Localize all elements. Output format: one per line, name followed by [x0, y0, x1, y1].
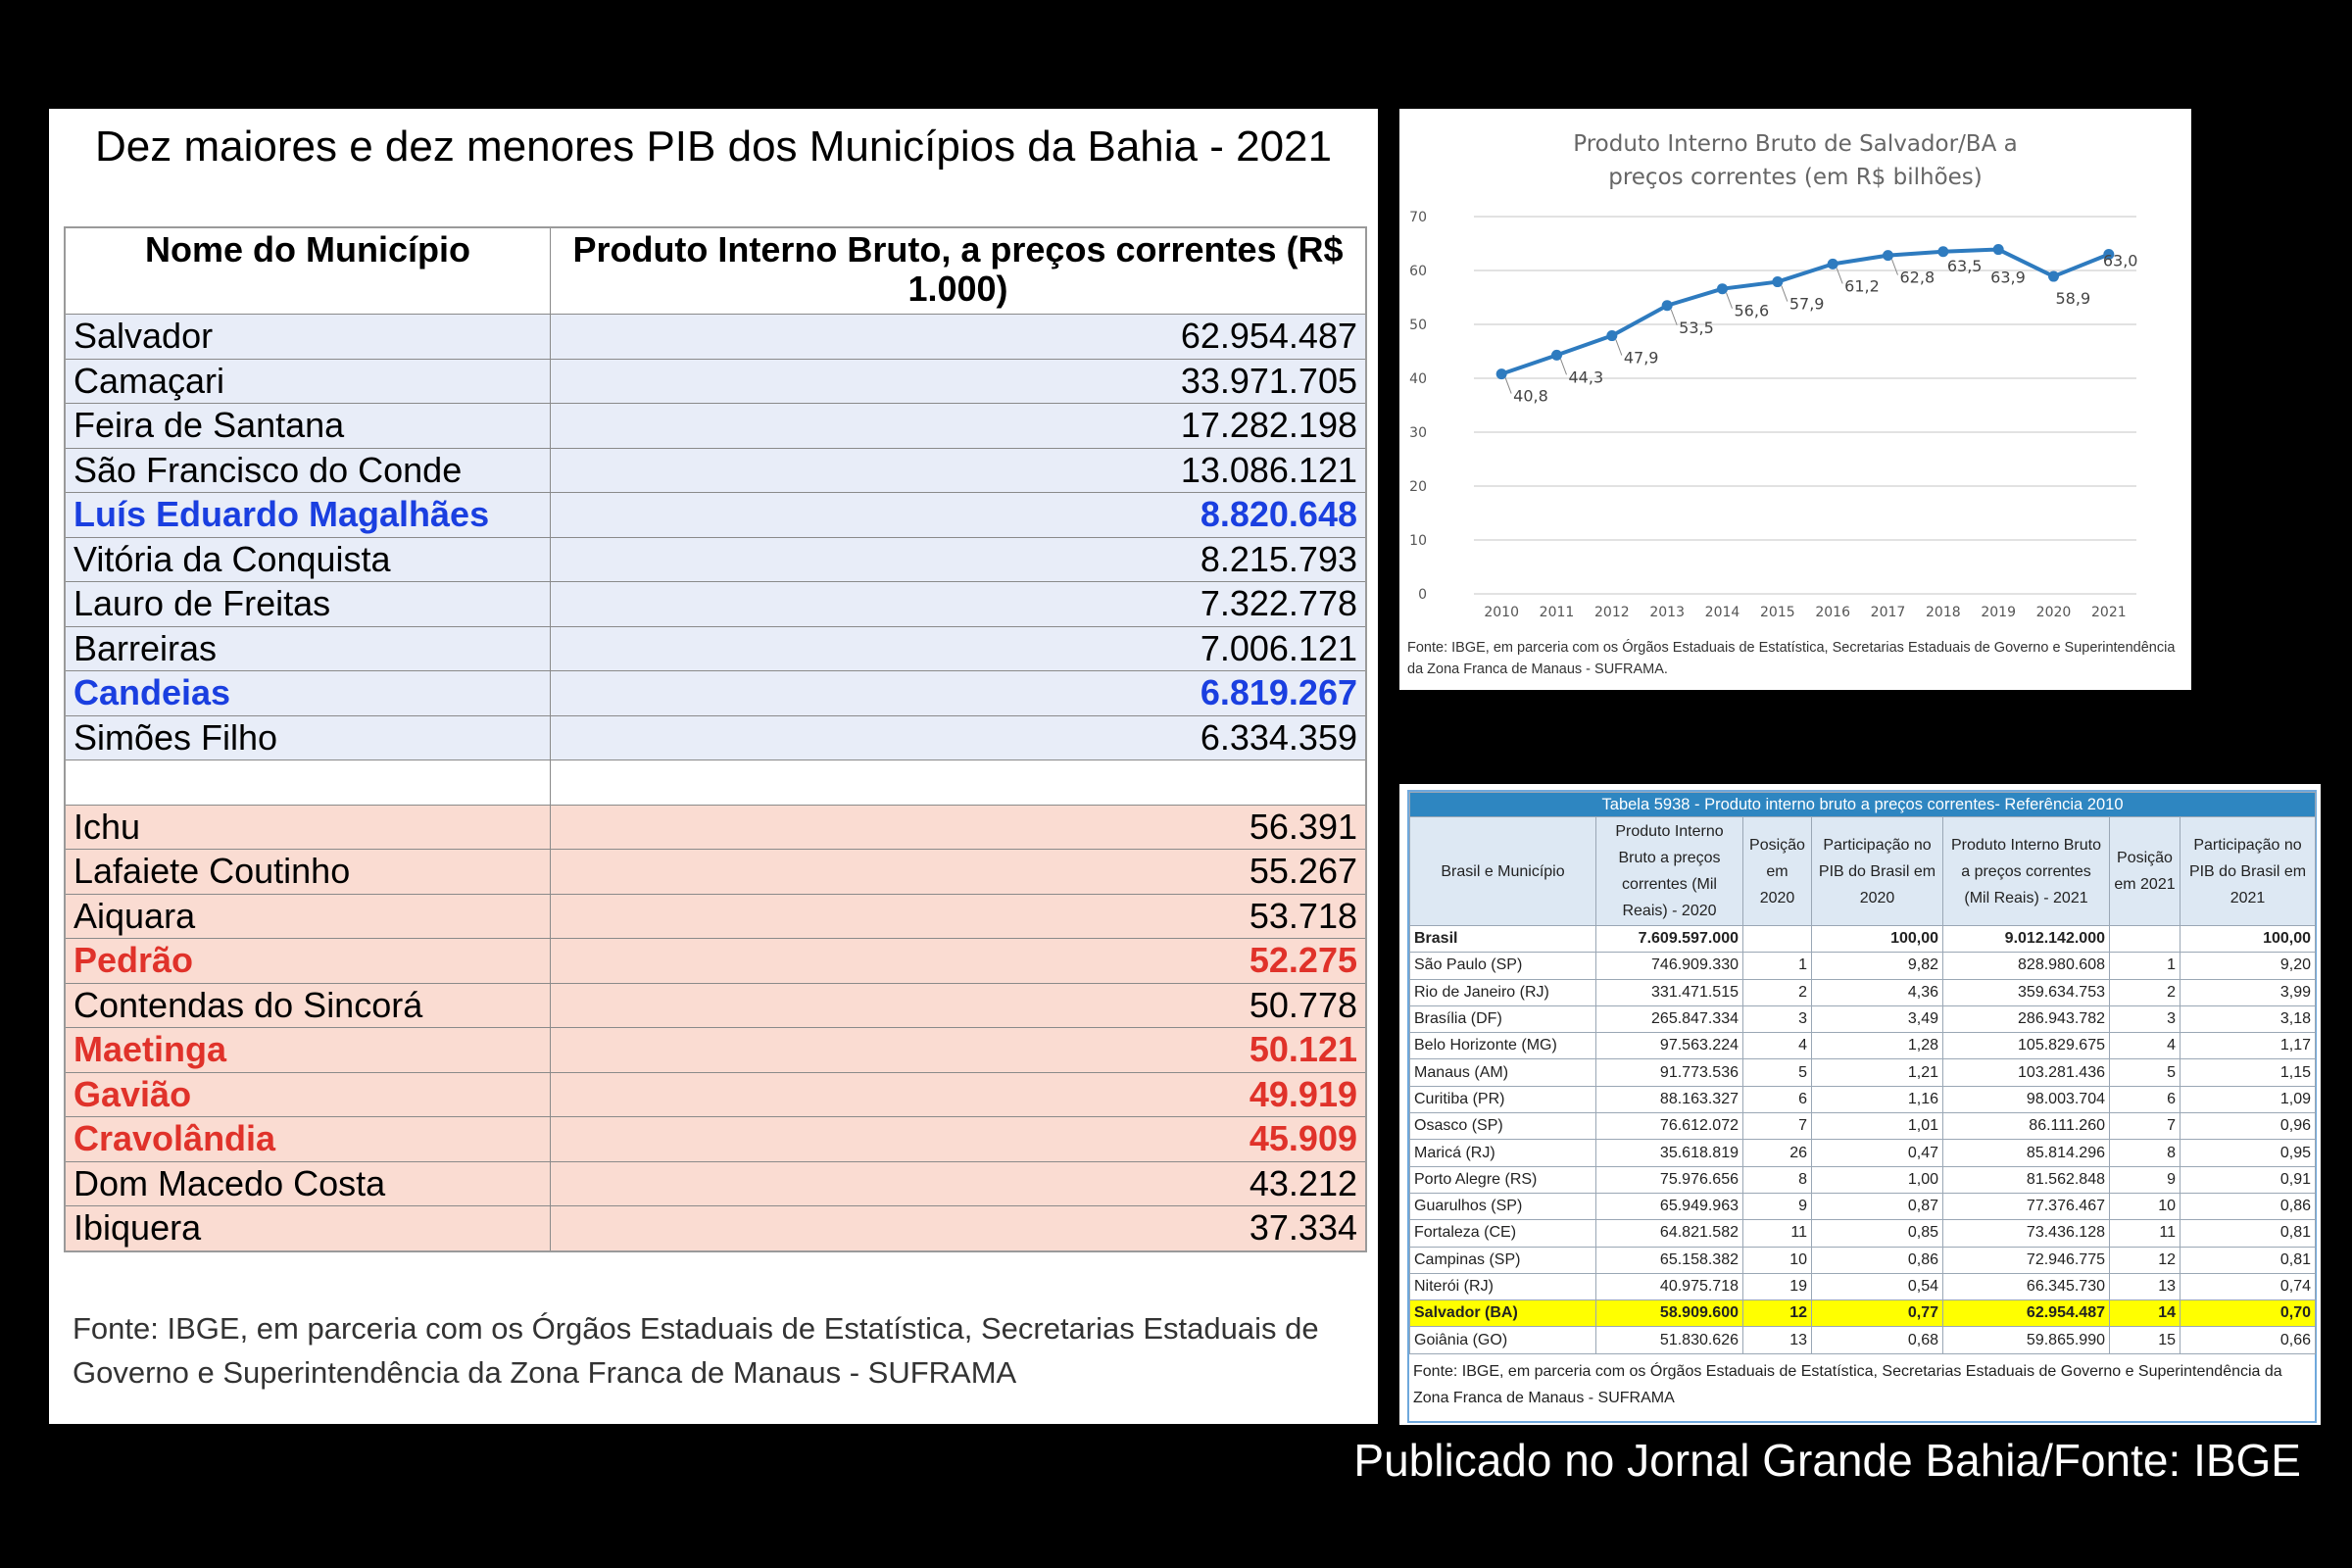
data-point: [1937, 246, 1948, 257]
x-tick-label: 2011: [1539, 605, 1575, 620]
ibge-value-cell: 7: [1743, 1113, 1812, 1140]
data-label-leader: [1561, 359, 1567, 374]
ibge-value-cell: 3,99: [2180, 979, 2316, 1005]
municipio-name: Contendas do Sincorá: [65, 983, 551, 1028]
municipio-name: Luís Eduardo Magalhães: [65, 493, 551, 538]
chart-source-note: Fonte: IBGE, em parceria com os Órgãos Estaduais de Estatística, Secretarias Estaduais de Governo e Superintendência da Zona Franca de Manaus - SUFRAMA.: [1407, 640, 2176, 677]
ibge-value-cell: 11: [1743, 1220, 1812, 1247]
ibge-value-cell: 4: [1743, 1033, 1812, 1059]
ibge-value-cell: 3: [2110, 1005, 2180, 1032]
ibge-location-name: Guarulhos (SP): [1410, 1193, 1596, 1219]
ibge-col-header: Produto Interno Bruto a preços correntes (Mil Reais) - 2020: [1596, 817, 1743, 926]
salvador-pib-chart-panel: [1399, 109, 2191, 690]
ibge-value-cell: 1: [2110, 953, 2180, 979]
ibge-value-cell: 8: [2110, 1140, 2180, 1166]
data-label: 47,9: [1623, 348, 1659, 368]
ibge-value-cell: 64.821.582: [1596, 1220, 1743, 1247]
ibge-value-cell: 8: [1743, 1166, 1812, 1193]
ibge-table-row: [1410, 1193, 2316, 1219]
ibge-table-row: [1410, 1220, 2316, 1247]
ibge-table-row: [1410, 953, 2316, 979]
table-row: [65, 1117, 1366, 1162]
y-tick-label: 0: [1418, 587, 1427, 603]
data-point: [1828, 259, 1838, 270]
ibge-value-cell: 9,82: [1812, 953, 1943, 979]
table-title: Dez maiores e dez menores PIB dos Municípios da Bahia - 2021: [95, 122, 1332, 171]
empty-cell: [551, 760, 1367, 806]
table-row: [65, 894, 1366, 939]
y-tick-label: 10: [1409, 533, 1427, 549]
ibge-table-row: [1410, 926, 2316, 953]
ibge-value-cell: 11: [2110, 1220, 2180, 1247]
col-header-municipio: Nome do Município: [65, 227, 551, 315]
ibge-table-frame: [1407, 790, 2317, 1423]
municipio-name: Lauro de Freitas: [65, 582, 551, 627]
ibge-value-cell: 35.618.819: [1596, 1140, 1743, 1166]
ibge-table-panel: [1399, 784, 2321, 1425]
x-tick-label: 2017: [1870, 605, 1906, 620]
ibge-value-cell: 0,96: [2180, 1113, 2316, 1140]
y-tick-label: 20: [1409, 479, 1427, 495]
ibge-value-cell: 0,87: [1812, 1193, 1943, 1219]
ibge-value-cell: 9,20: [2180, 953, 2316, 979]
municipio-name: Cravolândia: [65, 1117, 551, 1162]
ibge-value-cell: [2110, 926, 2180, 953]
data-label-leader: [1616, 340, 1622, 356]
ibge-value-cell: 76.612.072: [1596, 1113, 1743, 1140]
ibge-value-cell: 0,81: [2180, 1220, 2316, 1247]
ibge-value-cell: 12: [1743, 1300, 1812, 1327]
ibge-value-cell: 1,17: [2180, 1033, 2316, 1059]
table-row: [65, 1206, 1366, 1251]
salvador-pib-line-chart: [1399, 109, 2191, 638]
ibge-value-cell: 0,81: [2180, 1247, 2316, 1273]
x-tick-label: 2014: [1704, 605, 1740, 620]
municipio-name: Ibiquera: [65, 1206, 551, 1251]
data-label: 62,8: [1899, 268, 1936, 287]
ibge-value-cell: 1,01: [1812, 1113, 1943, 1140]
municipio-name: Dom Macedo Costa: [65, 1161, 551, 1206]
data-label: 63,9: [1990, 268, 2026, 287]
table-row: [65, 1028, 1366, 1073]
ibge-value-cell: 1,15: [2180, 1059, 2316, 1086]
data-label: 63,5: [1946, 256, 1983, 275]
ibge-location-name: Osasco (SP): [1410, 1113, 1596, 1140]
ibge-value-cell: 0,91: [2180, 1166, 2316, 1193]
ibge-value-cell: 1,16: [1812, 1086, 1943, 1112]
ibge-value-cell: 286.943.782: [1943, 1005, 2110, 1032]
ibge-table-row: [1410, 1005, 2316, 1032]
ibge-value-cell: 0,68: [1812, 1327, 1943, 1353]
pib-value: 8.215.793: [551, 537, 1367, 582]
table-row: [65, 850, 1366, 895]
ibge-location-name: Goiânia (GO): [1410, 1327, 1596, 1353]
ibge-value-cell: 75.976.656: [1596, 1166, 1743, 1193]
ibge-value-cell: 7: [2110, 1113, 2180, 1140]
data-label-leader: [1727, 293, 1733, 309]
table-row: [65, 359, 1366, 404]
ibge-location-name: Porto Alegre (RS): [1410, 1166, 1596, 1193]
municipio-name: Gavião: [65, 1072, 551, 1117]
ibge-value-cell: 13: [2110, 1273, 2180, 1299]
ibge-value-cell: 3,18: [2180, 1005, 2316, 1032]
ibge-value-cell: 0,85: [1812, 1220, 1943, 1247]
ibge-value-cell: 86.111.260: [1943, 1113, 2110, 1140]
ibge-table-row: [1410, 1247, 2316, 1273]
ibge-col-header: Brasil e Município: [1410, 817, 1596, 926]
ibge-value-cell: 14: [2110, 1300, 2180, 1327]
municipio-name: Maetinga: [65, 1028, 551, 1073]
ibge-table-row: [1410, 1166, 2316, 1193]
municipio-name: Ichu: [65, 805, 551, 850]
pib-value: 56.391: [551, 805, 1367, 850]
municipio-name: São Francisco do Conde: [65, 448, 551, 493]
table-row: [65, 626, 1366, 671]
ibge-value-cell: 19: [1743, 1273, 1812, 1299]
ibge-value-cell: 40.975.718: [1596, 1273, 1743, 1299]
separator-row: [65, 760, 1366, 806]
ibge-value-cell: 9: [2110, 1166, 2180, 1193]
data-label: 44,3: [1568, 368, 1604, 387]
ibge-value-cell: 3,49: [1812, 1005, 1943, 1032]
ibge-header-row: [1410, 817, 2316, 926]
data-point: [1551, 350, 1562, 361]
pib-value: 43.212: [551, 1161, 1367, 1206]
empty-cell: [65, 760, 551, 806]
y-tick-label: 40: [1409, 371, 1427, 387]
publication-caption: Publicado no Jornal Grande Bahia/Fonte: IBGE: [1353, 1435, 2301, 1486]
municipio-name: Salvador: [65, 315, 551, 360]
ibge-value-cell: 1,09: [2180, 1086, 2316, 1112]
pib-value: 17.282.198: [551, 404, 1367, 449]
ibge-value-cell: 0,70: [2180, 1300, 2316, 1327]
table-row: [65, 805, 1366, 850]
ibge-value-cell: 81.562.848: [1943, 1166, 2110, 1193]
ibge-value-cell: 1,00: [1812, 1166, 1943, 1193]
ibge-location-name: Maricá (RJ): [1410, 1140, 1596, 1166]
x-tick-label: 2015: [1760, 605, 1795, 620]
ibge-table-row: [1410, 1059, 2316, 1086]
table-row: [65, 715, 1366, 760]
ibge-value-cell: 1,21: [1812, 1059, 1943, 1086]
ibge-value-cell: 88.163.327: [1596, 1086, 1743, 1112]
data-label: 40,8: [1513, 386, 1548, 406]
municipio-name: Feira de Santana: [65, 404, 551, 449]
ibge-value-cell: 105.829.675: [1943, 1033, 2110, 1059]
data-label: 53,5: [1679, 318, 1714, 337]
table-row: [65, 1072, 1366, 1117]
ibge-value-cell: 4: [2110, 1033, 2180, 1059]
y-tick-label: 50: [1409, 318, 1427, 333]
ibge-value-cell: 265.847.334: [1596, 1005, 1743, 1032]
table-row: [65, 537, 1366, 582]
municipios-pib-table-panel: [49, 109, 1378, 1424]
x-tick-label: 2016: [1815, 605, 1850, 620]
ibge-value-cell: 13: [1743, 1327, 1812, 1353]
data-label: 58,9: [2055, 289, 2091, 309]
ibge-value-cell: 3: [1743, 1005, 1812, 1032]
x-tick-label: 2020: [2035, 605, 2072, 620]
table-row: [65, 939, 1366, 984]
municipio-name: Simões Filho: [65, 715, 551, 760]
data-point: [1496, 368, 1507, 379]
ibge-value-cell: 2: [2110, 979, 2180, 1005]
ibge-table-row: [1410, 1033, 2316, 1059]
table-row: [65, 1161, 1366, 1206]
ibge-location-name: Salvador (BA): [1410, 1300, 1596, 1327]
table-row: [65, 983, 1366, 1028]
table-row: [65, 448, 1366, 493]
ibge-value-cell: 85.814.296: [1943, 1140, 2110, 1166]
x-tick-label: 2010: [1484, 605, 1519, 620]
ibge-value-cell: 331.471.515: [1596, 979, 1743, 1005]
pib-value: 53.718: [551, 894, 1367, 939]
ibge-value-cell: 1: [1743, 953, 1812, 979]
pib-value: 37.334: [551, 1206, 1367, 1251]
ibge-value-cell: 65.949.963: [1596, 1193, 1743, 1219]
ibge-pib-table: [1409, 792, 2316, 1354]
municipio-name: Aiquara: [65, 894, 551, 939]
pib-value: 33.971.705: [551, 359, 1367, 404]
ibge-location-name: Belo Horizonte (MG): [1410, 1033, 1596, 1059]
municipio-name: Camaçari: [65, 359, 551, 404]
pib-value: 50.778: [551, 983, 1367, 1028]
ibge-value-cell: 0,74: [2180, 1273, 2316, 1299]
ibge-value-cell: 65.158.382: [1596, 1247, 1743, 1273]
x-tick-label: 2012: [1594, 605, 1630, 620]
ibge-table-row: [1410, 1327, 2316, 1353]
ibge-value-cell: 0,95: [2180, 1140, 2316, 1166]
ibge-value-cell: 9: [1743, 1193, 1812, 1219]
y-tick-label: 60: [1409, 264, 1427, 279]
ibge-value-cell: 359.634.753: [1943, 979, 2110, 1005]
col-header-pib: Produto Interno Bruto, a preços correntes (R$ 1.000): [551, 227, 1367, 315]
chart-title-line-1: Produto Interno Bruto de Salvador/BA a: [1573, 131, 2018, 157]
pib-value: 55.267: [551, 850, 1367, 895]
data-point: [1606, 330, 1617, 341]
ibge-table-row: [1410, 979, 2316, 1005]
ibge-value-cell: 58.909.600: [1596, 1300, 1743, 1327]
ibge-value-cell: 0,54: [1812, 1273, 1943, 1299]
y-tick-label: 70: [1409, 210, 1427, 225]
ibge-location-name: Manaus (AM): [1410, 1059, 1596, 1086]
ibge-location-name: Fortaleza (CE): [1410, 1220, 1596, 1247]
chart-title-line-2: preços correntes (em R$ bilhões): [1608, 165, 1983, 190]
ibge-value-cell: 0,86: [2180, 1193, 2316, 1219]
ibge-table-caption: Tabela 5938 - Produto interno bruto a preços correntes- Referência 2010: [1410, 793, 2316, 817]
ibge-col-header: Posição em 2021: [2110, 817, 2180, 926]
ibge-location-name: Curitiba (PR): [1410, 1086, 1596, 1112]
ibge-value-cell: 6: [1743, 1086, 1812, 1112]
ibge-value-cell: 1,28: [1812, 1033, 1943, 1059]
data-point: [2048, 271, 2059, 282]
data-label-leader: [1505, 378, 1511, 394]
ibge-value-cell: 103.281.436: [1943, 1059, 2110, 1086]
table-row: [65, 671, 1366, 716]
data-point: [1883, 250, 1893, 261]
ibge-value-cell: 10: [1743, 1247, 1812, 1273]
pib-value: 50.121: [551, 1028, 1367, 1073]
ibge-value-cell: 91.773.536: [1596, 1059, 1743, 1086]
x-tick-label: 2013: [1649, 605, 1685, 620]
ibge-value-cell: 72.946.775: [1943, 1247, 2110, 1273]
pib-value: 6.819.267: [551, 671, 1367, 716]
ibge-location-name: Rio de Janeiro (RJ): [1410, 979, 1596, 1005]
data-point: [1993, 244, 2004, 255]
table-header-row: [65, 227, 1366, 315]
municipio-name: Vitória da Conquista: [65, 537, 551, 582]
ibge-value-cell: 2: [1743, 979, 1812, 1005]
ibge-table-row: [1410, 1113, 2316, 1140]
pib-value: 45.909: [551, 1117, 1367, 1162]
ibge-value-cell: 0,77: [1812, 1300, 1943, 1327]
ibge-value-cell: 62.954.487: [1943, 1300, 2110, 1327]
data-point: [1662, 300, 1673, 311]
ibge-value-cell: 100,00: [2180, 926, 2316, 953]
municipio-name: Pedrão: [65, 939, 551, 984]
ibge-value-cell: 5: [2110, 1059, 2180, 1086]
ibge-table-caption-row: [1410, 793, 2316, 817]
ibge-table-source-note: Fonte: IBGE, em parceria com os Órgãos Estaduais de Estatística, Secretarias Estaduais de Governo e Superintendência da Zona Franca de Manaus - SUFRAMA: [1413, 1362, 2282, 1406]
pib-value: 7.006.121: [551, 626, 1367, 671]
x-tick-label: 2018: [1926, 605, 1961, 620]
x-tick-label: 2019: [1981, 605, 2016, 620]
ibge-table-row: [1410, 1086, 2316, 1112]
ibge-table-row: [1410, 1140, 2316, 1166]
pib-value: 8.820.648: [551, 493, 1367, 538]
data-label-leader: [1892, 260, 1898, 275]
ibge-value-cell: 0,47: [1812, 1140, 1943, 1166]
ibge-location-name: São Paulo (SP): [1410, 953, 1596, 979]
ibge-table-row: [1410, 1300, 2316, 1327]
ibge-location-name: Niterói (RJ): [1410, 1273, 1596, 1299]
ibge-value-cell: 98.003.704: [1943, 1086, 2110, 1112]
ibge-value-cell: 100,00: [1812, 926, 1943, 953]
data-point: [1717, 283, 1728, 294]
ibge-value-cell: 77.376.467: [1943, 1193, 2110, 1219]
ibge-table-row: [1410, 1273, 2316, 1299]
ibge-value-cell: 4,36: [1812, 979, 1943, 1005]
ibge-value-cell: 10: [2110, 1193, 2180, 1219]
ibge-value-cell: 12: [2110, 1247, 2180, 1273]
ibge-value-cell: 828.980.608: [1943, 953, 2110, 979]
data-label: 63,0: [2102, 251, 2138, 270]
pib-value: 7.322.778: [551, 582, 1367, 627]
pib-value: 49.919: [551, 1072, 1367, 1117]
pib-value: 6.334.359: [551, 715, 1367, 760]
ibge-col-header: Posição em 2020: [1743, 817, 1812, 926]
ibge-location-name: Brasil: [1410, 926, 1596, 953]
ibge-value-cell: [1743, 926, 1812, 953]
table-row: [65, 404, 1366, 449]
ibge-value-cell: 66.345.730: [1943, 1273, 2110, 1299]
x-tick-label: 2021: [2091, 605, 2127, 620]
pib-value: 52.275: [551, 939, 1367, 984]
y-tick-label: 30: [1409, 425, 1427, 441]
ibge-location-name: Campinas (SP): [1410, 1247, 1596, 1273]
ibge-value-cell: 9.012.142.000: [1943, 926, 2110, 953]
municipio-name: Lafaiete Coutinho: [65, 850, 551, 895]
ibge-value-cell: 97.563.224: [1596, 1033, 1743, 1059]
data-label-leader: [1671, 310, 1677, 325]
pib-value: 13.086.121: [551, 448, 1367, 493]
ibge-col-header: Participação no PIB do Brasil em 2020: [1812, 817, 1943, 926]
ibge-value-cell: 59.865.990: [1943, 1327, 2110, 1353]
municipio-name: Barreiras: [65, 626, 551, 671]
data-label-leader: [1782, 286, 1788, 302]
data-label: 57,9: [1788, 294, 1825, 314]
ibge-location-name: Brasília (DF): [1410, 1005, 1596, 1032]
pib-value: 62.954.487: [551, 315, 1367, 360]
data-label: 56,6: [1734, 301, 1770, 320]
table-row: [65, 493, 1366, 538]
ibge-value-cell: 15: [2110, 1327, 2180, 1353]
ibge-col-header: Produto Interno Bruto a preços correntes (Mil Reais) - 2021: [1943, 817, 2110, 926]
municipio-name: Candeias: [65, 671, 551, 716]
table-row: [65, 315, 1366, 360]
ibge-value-cell: 6: [2110, 1086, 2180, 1112]
ibge-value-cell: 51.830.626: [1596, 1327, 1743, 1353]
table-row: [65, 582, 1366, 627]
ibge-value-cell: 0,66: [2180, 1327, 2316, 1353]
data-label: 61,2: [1844, 276, 1880, 296]
ibge-value-cell: 746.909.330: [1596, 953, 1743, 979]
municipios-pib-table: [64, 226, 1367, 1252]
data-point: [1772, 276, 1783, 287]
ibge-col-header: Participação no PIB do Brasil em 2021: [2180, 817, 2316, 926]
ibge-value-cell: 7.609.597.000: [1596, 926, 1743, 953]
ibge-value-cell: 5: [1743, 1059, 1812, 1086]
ibge-value-cell: 0,86: [1812, 1247, 1943, 1273]
ibge-value-cell: 26: [1743, 1140, 1812, 1166]
table-source-note: Fonte: IBGE, em parceria com os Órgãos Estaduais de Estatística, Secretarias Estaduais de Governo e Superintendência da Zona Franca de Manaus - SUFRAMA: [73, 1311, 1319, 1390]
ibge-value-cell: 73.436.128: [1943, 1220, 2110, 1247]
